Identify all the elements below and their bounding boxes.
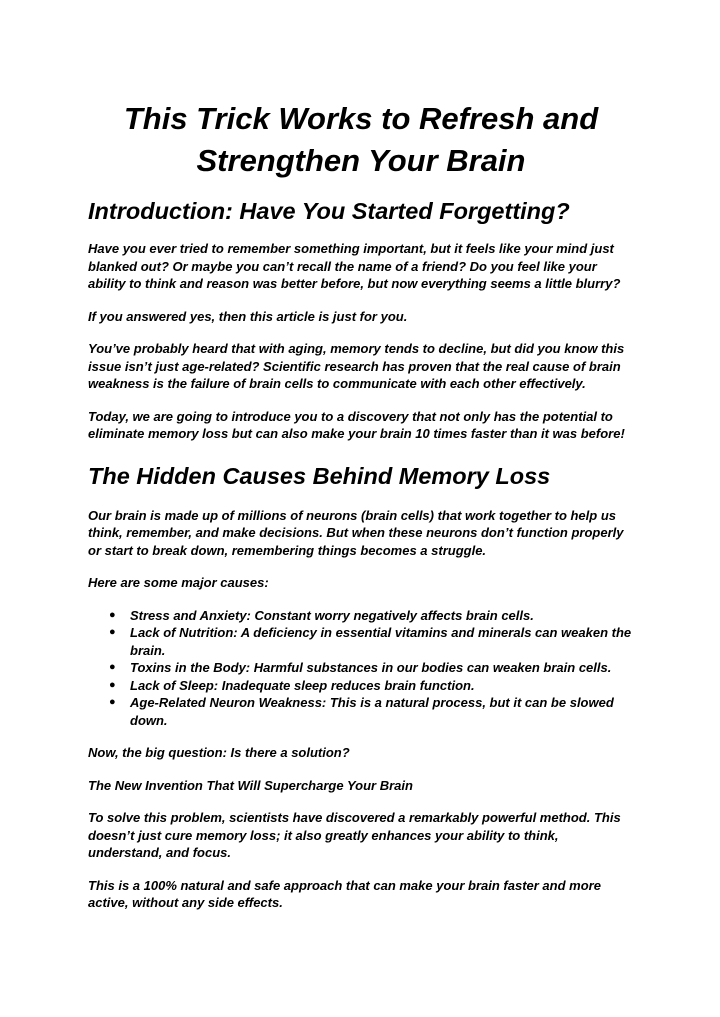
intro-paragraph-3: You’ve probably heard that with aging, memory tends to decline, but did you know this issue isn’t just age-related? Scientific research has proven that the real cause of brain weakness is the failure of brain cells to communicate with each other effectively. — [88, 341, 625, 391]
list-item — [109, 659, 634, 677]
list-item-text: Lack of Sleep: Inadequate sleep reduces brain function. — [130, 677, 475, 693]
list-item-text: Lack of Nutrition: A deficiency in essential vitamins and minerals can weaken the brain. — [130, 625, 632, 658]
solution-paragraph-1: To solve this problem, scientists have discovered a remarkably powerful method. This doesn’t just cure memory loss; it also greatly enhances your ability to think, understand, and focus. — [88, 810, 621, 860]
causes-heading: The Hidden Causes Behind Memory Loss — [88, 462, 551, 489]
list-item — [109, 607, 634, 625]
causes-paragraph-1: Our brain is made up of millions of neurons (brain cells) that work together to help us think, remember, and make decisions. But when these neurons don’t function properly or start to break down, remembering things becomes a struggle. — [88, 507, 624, 558]
invention-subheading: The New Invention That Will Supercharge Your Brain — [88, 777, 413, 793]
list-item-text: Stress and Anxiety: Constant worry negatively affects brain cells. — [130, 607, 534, 623]
list-item-text: Toxins in the Body: Harmful substances in our bodies can weaken brain cells. — [130, 660, 612, 675]
bullet-icon: ● — [109, 608, 116, 621]
list-item — [109, 624, 634, 659]
bullet-icon: ● — [109, 626, 116, 638]
bullet-icon: ● — [109, 678, 116, 691]
bullet-icon: ● — [109, 661, 116, 673]
solution-paragraph-2: This is a 100% natural and safe approach that can make your brain faster and more active, without any side effects. — [88, 877, 601, 910]
bullet-icon: ● — [109, 696, 116, 708]
intro-paragraph-1: Have you ever tried to remember something important, but it feels like your mind just blanked out? Or maybe you can’t recall the name of a friend? Do you feel like your ability to think and reason was better before, but now everything seems a little blurry? — [88, 241, 621, 291]
list-item — [109, 694, 634, 729]
intro-paragraph-4: Today, we are going to introduce you to a discovery that not only has the potential to eliminate memory loss but can also make your brain 10 times faster than it was before! — [88, 408, 625, 441]
causes-list — [88, 607, 634, 730]
solution-question: Now, the big question: Is there a solution? — [88, 745, 350, 760]
intro-paragraph-2: If you answered yes, then this article is just for you. — [88, 308, 408, 324]
causes-paragraph-2: Here are some major causes: — [88, 575, 269, 590]
list-item-text: Age-Related Neuron Weakness: This is a natural process, but it can be slowed down. — [130, 695, 614, 728]
document-title: This Trick Works to Refresh and Strengthen Your Brain — [123, 101, 599, 178]
intro-heading: Introduction: Have You Started Forgetting? — [88, 198, 570, 224]
list-item — [109, 677, 634, 695]
